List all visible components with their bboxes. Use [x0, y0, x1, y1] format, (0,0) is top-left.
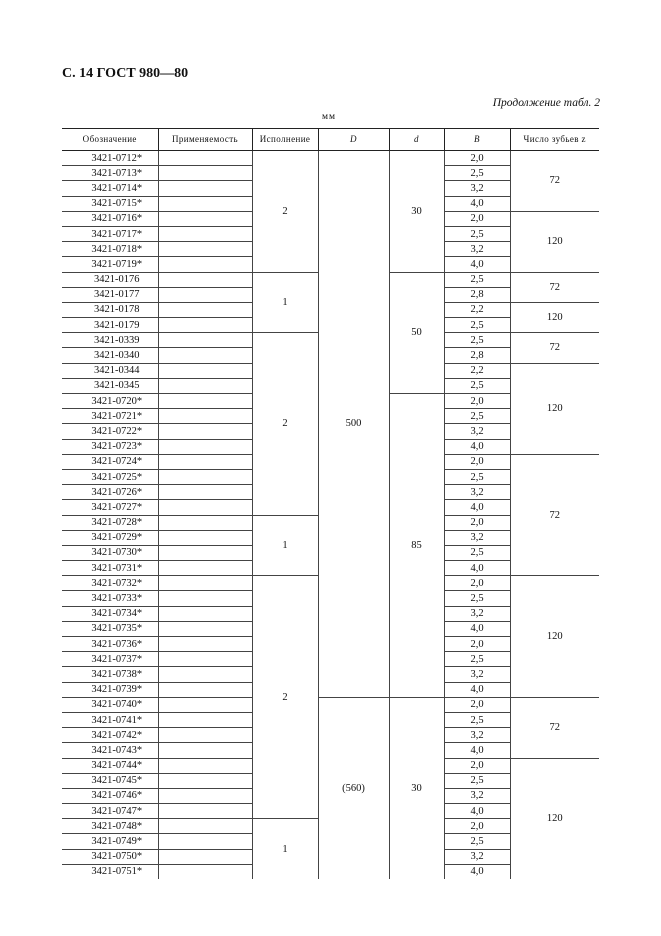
designation-cell: 3421-0745* [62, 773, 158, 788]
designation-cell: 3421-0739* [62, 682, 158, 697]
applicability-cell [158, 849, 252, 864]
designation-cell: 3421-0750* [62, 849, 158, 864]
designation-cell: 3421-0345 [62, 378, 158, 393]
designation-cell: 3421-0727* [62, 500, 158, 515]
designation-cell: 3421-0741* [62, 712, 158, 727]
designation-cell: 3421-0179 [62, 318, 158, 333]
designation-cell: 3421-0718* [62, 242, 158, 257]
width-B-cell: 4,0 [444, 621, 510, 636]
width-B-cell: 2,0 [444, 637, 510, 652]
applicability-cell [158, 302, 252, 317]
width-B-cell: 2,5 [444, 652, 510, 667]
applicability-cell [158, 333, 252, 348]
bore-diameter-cell: 30 [389, 151, 444, 273]
width-B-cell: 2,5 [444, 333, 510, 348]
width-B-cell: 4,0 [444, 561, 510, 576]
width-B-cell: 3,2 [444, 424, 510, 439]
width-B-cell: 4,0 [444, 682, 510, 697]
applicability-cell [158, 591, 252, 606]
outer-diameter-cell: (560) [318, 697, 389, 879]
designation-cell: 3421-0747* [62, 804, 158, 819]
width-B-cell: 2,0 [444, 697, 510, 712]
designation-cell: 3421-0716* [62, 211, 158, 226]
column-header-d: d [389, 129, 444, 151]
bore-diameter-cell: 85 [389, 394, 444, 698]
applicability-cell [158, 424, 252, 439]
width-B-cell: 2,5 [444, 318, 510, 333]
teeth-count-cell: 120 [510, 211, 599, 272]
width-B-cell: 4,0 [444, 196, 510, 211]
designation-cell: 3421-0740* [62, 697, 158, 712]
applicability-cell [158, 621, 252, 636]
applicability-cell [158, 242, 252, 257]
applicability-cell [158, 469, 252, 484]
applicability-cell [158, 257, 252, 272]
width-B-cell: 2,0 [444, 576, 510, 591]
applicability-cell [158, 515, 252, 530]
applicability-cell [158, 743, 252, 758]
width-B-cell: 2,0 [444, 211, 510, 226]
designation-cell: 3421-0746* [62, 788, 158, 803]
applicability-cell [158, 409, 252, 424]
teeth-count-cell: 120 [510, 302, 599, 332]
applicability-cell [158, 196, 252, 211]
width-B-cell: 4,0 [444, 804, 510, 819]
execution-cell: 1 [252, 515, 318, 576]
applicability-cell [158, 864, 252, 879]
width-B-cell: 2,5 [444, 378, 510, 393]
designation-cell: 3421-0712* [62, 151, 158, 166]
applicability-cell [158, 287, 252, 302]
applicability-cell [158, 318, 252, 333]
applicability-cell [158, 561, 252, 576]
designation-cell: 3421-0726* [62, 485, 158, 500]
table-continuation-caption: Продолжение табл. 2 [492, 97, 600, 109]
designation-cell: 3421-0723* [62, 439, 158, 454]
width-B-cell: 2,5 [444, 272, 510, 287]
page-header: С. 14 ГОСТ 980—80 [62, 66, 189, 81]
designation-cell: 3421-0720* [62, 394, 158, 409]
applicability-cell [158, 500, 252, 515]
applicability-cell [158, 773, 252, 788]
width-B-cell: 4,0 [444, 439, 510, 454]
column-header-B: B [444, 129, 510, 151]
designation-cell: 3421-0339 [62, 333, 158, 348]
width-B-cell: 2,8 [444, 348, 510, 363]
width-B-cell: 2,5 [444, 834, 510, 849]
column-header-teeth-count: Число зубьев z [510, 129, 599, 151]
column-header-execution: Исполнение [252, 129, 318, 151]
applicability-cell [158, 804, 252, 819]
width-B-cell: 4,0 [444, 500, 510, 515]
width-B-cell: 4,0 [444, 743, 510, 758]
width-B-cell: 3,2 [444, 242, 510, 257]
designation-cell: 3421-0744* [62, 758, 158, 773]
applicability-cell [158, 682, 252, 697]
designation-cell: 3421-0732* [62, 576, 158, 591]
designation-cell: 3421-0715* [62, 196, 158, 211]
designation-cell: 3421-0735* [62, 621, 158, 636]
bore-diameter-cell: 30 [389, 697, 444, 879]
applicability-cell [158, 530, 252, 545]
column-header-applicability: Применяемость [158, 129, 252, 151]
designation-cell: 3421-0731* [62, 561, 158, 576]
applicability-cell [158, 272, 252, 287]
execution-cell: 1 [252, 819, 318, 879]
applicability-cell [158, 637, 252, 652]
teeth-count-cell: 120 [510, 758, 599, 879]
designation-cell: 3421-0728* [62, 515, 158, 530]
outer-diameter-cell: 500 [318, 151, 389, 698]
designation-cell: 3421-0729* [62, 530, 158, 545]
designation-cell: 3421-0734* [62, 606, 158, 621]
designation-cell: 3421-0177 [62, 287, 158, 302]
applicability-cell [158, 652, 252, 667]
table-header-row [62, 129, 599, 151]
width-B-cell: 3,2 [444, 606, 510, 621]
applicability-cell [158, 211, 252, 226]
designation-cell: 3421-0724* [62, 454, 158, 469]
designation-cell: 3421-0721* [62, 409, 158, 424]
applicability-cell [158, 667, 252, 682]
designation-cell: 3421-0736* [62, 637, 158, 652]
applicability-cell [158, 226, 252, 241]
designation-cell: 3421-0714* [62, 181, 158, 196]
width-B-cell: 4,0 [444, 864, 510, 879]
teeth-count-cell: 72 [510, 454, 599, 576]
designation-cell: 3421-0725* [62, 469, 158, 484]
applicability-cell [158, 545, 252, 560]
designation-cell: 3421-0730* [62, 545, 158, 560]
width-B-cell: 2,0 [444, 515, 510, 530]
applicability-cell [158, 181, 252, 196]
table-row [62, 697, 599, 712]
width-B-cell: 3,2 [444, 530, 510, 545]
column-header-D: D [318, 129, 389, 151]
column-header-designation: Обозначение [62, 129, 158, 151]
applicability-cell [158, 728, 252, 743]
designation-cell: 3421-0722* [62, 424, 158, 439]
designation-cell: 3421-0178 [62, 302, 158, 317]
applicability-cell [158, 834, 252, 849]
applicability-cell [158, 454, 252, 469]
units-label: мм [322, 112, 337, 122]
width-B-cell: 2,5 [444, 226, 510, 241]
applicability-cell [158, 606, 252, 621]
applicability-cell [158, 819, 252, 834]
designation-cell: 3421-0176 [62, 272, 158, 287]
applicability-cell [158, 363, 252, 378]
designation-cell: 3421-0742* [62, 728, 158, 743]
width-B-cell: 2,0 [444, 454, 510, 469]
teeth-count-cell: 72 [510, 333, 599, 363]
width-B-cell: 3,2 [444, 728, 510, 743]
table-body [62, 151, 599, 880]
teeth-count-cell: 120 [510, 363, 599, 454]
designation-cell: 3421-0713* [62, 166, 158, 181]
execution-cell: 2 [252, 151, 318, 273]
designation-cell: 3421-0751* [91, 866, 143, 878]
designation-cell: 3421-0717* [62, 226, 158, 241]
applicability-cell [158, 151, 252, 166]
width-B-cell: 2,0 [444, 394, 510, 409]
teeth-count-cell: 120 [510, 576, 599, 698]
width-B-cell: 3,2 [444, 485, 510, 500]
designation-cell: 3421-0719* [62, 257, 158, 272]
width-B-cell: 2,0 [444, 819, 510, 834]
width-B-cell: 4,0 [444, 257, 510, 272]
designation-cell: 3421-0738* [62, 667, 158, 682]
width-B-cell: 3,2 [444, 181, 510, 196]
execution-cell: 2 [252, 333, 318, 515]
width-B-cell: 2,5 [444, 773, 510, 788]
applicability-cell [158, 712, 252, 727]
width-B-cell: 2,5 [444, 545, 510, 560]
designation-cell: 3421-0340 [62, 348, 158, 363]
execution-cell: 2 [252, 576, 318, 819]
applicability-cell [158, 378, 252, 393]
width-B-cell: 2,2 [444, 363, 510, 378]
table-row [62, 151, 599, 166]
width-B-cell: 2,5 [444, 469, 510, 484]
bore-diameter-cell: 50 [389, 272, 444, 394]
designation-cell: 3421-0749* [62, 834, 158, 849]
designation-cell: 3421-0344 [62, 363, 158, 378]
execution-cell: 1 [252, 272, 318, 333]
applicability-cell [158, 788, 252, 803]
width-B-cell: 2,5 [444, 591, 510, 606]
width-B-cell: 3,2 [444, 788, 510, 803]
applicability-cell [158, 394, 252, 409]
gear-cutter-table [62, 128, 599, 879]
applicability-cell [158, 439, 252, 454]
teeth-count-cell: 72 [510, 272, 599, 302]
width-B-cell: 2,0 [444, 151, 510, 166]
designation-cell: 3421-0733* [62, 591, 158, 606]
designation-cell: 3421-0748* [62, 819, 158, 834]
applicability-cell [158, 576, 252, 591]
width-B-cell: 2,0 [444, 758, 510, 773]
applicability-cell [158, 166, 252, 181]
width-B-cell: 2,8 [444, 287, 510, 302]
applicability-cell [158, 485, 252, 500]
width-B-cell: 2,5 [444, 166, 510, 181]
designation-cell: 3421-0737* [62, 652, 158, 667]
width-B-cell: 2,5 [444, 409, 510, 424]
width-B-cell: 3,2 [444, 667, 510, 682]
teeth-count-cell: 72 [510, 151, 599, 212]
width-B-cell: 2,2 [444, 302, 510, 317]
applicability-cell [158, 348, 252, 363]
teeth-count-cell: 72 [510, 697, 599, 758]
width-B-cell: 2,5 [444, 712, 510, 727]
applicability-cell [158, 697, 252, 712]
width-B-cell: 3,2 [444, 849, 510, 864]
designation-cell: 3421-0743* [62, 743, 158, 758]
applicability-cell [158, 758, 252, 773]
